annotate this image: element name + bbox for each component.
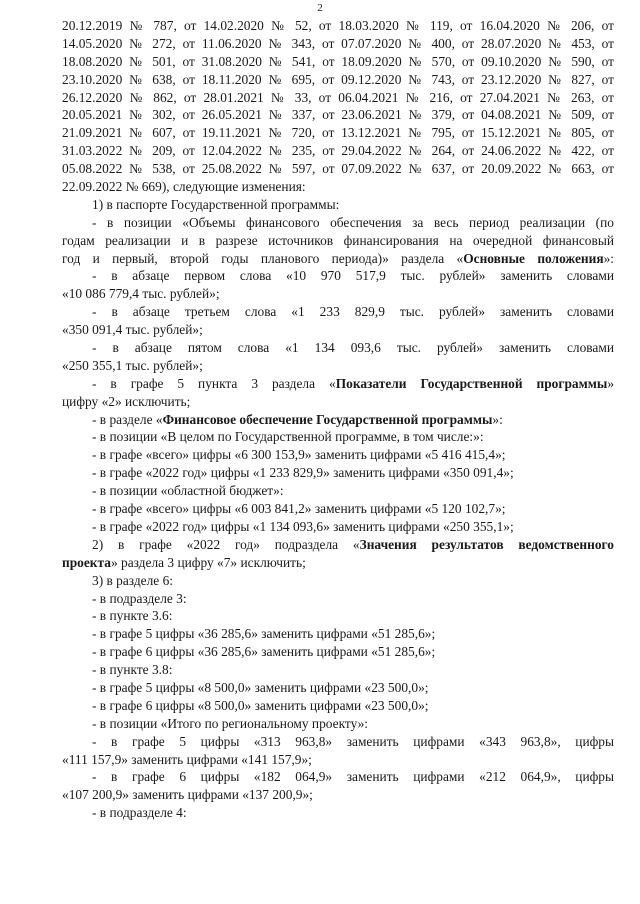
line-text: «250 355,1 тыс. рублей»;: [62, 357, 203, 373]
text-line: [62, 554, 614, 572]
line-text: - в абзаце пятом слова «1 134 093,6 тыс. рублей» заменить словами: [92, 340, 614, 356]
line-text: - в графе 6 цифры «182 064,9» заменить цифрами «212 064,9», цифры: [92, 769, 614, 785]
text-line: [62, 661, 614, 679]
line-text: 05.08.2022 № 538, от 25.08.2022 № 597, от 07.09.2022 № 637, от 20.09.2022 № 663, от: [62, 161, 614, 177]
text-line: [62, 232, 614, 250]
line-text: «350 091,4 тыс. рублей»;: [62, 322, 203, 338]
text-line: [62, 178, 614, 196]
line-text: 2) в графе «2022 год» подраздела «: [92, 536, 360, 552]
text-line: [62, 482, 614, 500]
line-text: «10 086 779,4 тыс. рублей»;: [62, 286, 220, 302]
line-text: - в графе «всего» цифры «6 003 841,2» заменить цифрами «5 120 102,7»;: [92, 501, 506, 517]
text-line: [62, 697, 614, 715]
text-line: [62, 53, 614, 71]
text-line: [62, 89, 614, 107]
line-text-tail: »: [607, 375, 614, 391]
line-text: 22.09.2022 № 669), следующие изменения:: [62, 179, 306, 195]
text-line: [62, 715, 614, 733]
line-text: - в графе 5 цифры «36 285,6» заменить цифрами «51 285,6»;: [92, 626, 436, 642]
line-text: 3) в разделе 6:: [92, 572, 174, 588]
line-text: годам реализации и в разрезе источников финансирования на очередной финансовый: [62, 232, 614, 248]
text-line: [62, 572, 614, 590]
line-text: 14.05.2020 № 272, от 11.06.2020 № 343, от 07.07.2020 № 400, от 28.07.2020 № 453, от: [62, 35, 614, 51]
text-line: [62, 751, 614, 769]
text-line: [62, 607, 614, 625]
line-text: - в позиции «В целом по Государственной программе, в том числе:»:: [92, 429, 484, 445]
line-text: - в позиции «Объемы финансового обеспечения за весь период реализации (по: [92, 214, 614, 230]
bold-section-title: проекта: [62, 554, 111, 570]
text-line: [62, 142, 614, 160]
text-line: [62, 643, 614, 661]
text-line: [62, 393, 614, 411]
text-line: [62, 518, 614, 536]
line-text: - в графе 5 цифры «8 500,0» заменить цифрами «23 500,0»;: [92, 679, 429, 695]
line-text: - в пункте 3.8:: [92, 662, 173, 678]
text-line: [62, 250, 614, 268]
line-text: - в графе 6 цифры «36 285,6» заменить цифрами «51 285,6»;: [92, 644, 436, 660]
line-text: - в позиции «областной бюджет»:: [92, 483, 284, 499]
text-line: [62, 500, 614, 518]
text-line: [62, 536, 614, 554]
text-line: [62, 786, 614, 804]
line-text: год и первый, второй годы планового периода)» раздела «: [62, 250, 464, 266]
line-text: «107 200,9» заменить цифрами «137 200,9»;: [62, 787, 313, 803]
text-line: [62, 804, 614, 822]
line-text: - в позиции «Итого по региональному проекту»:: [92, 715, 369, 731]
text-line: [62, 590, 614, 608]
line-text: - в абзаце первом слова «10 970 517,9 тыс. рублей» заменить словами: [92, 268, 614, 284]
line-text: - в абзаце третьем слова «1 233 829,9 тыс. рублей» заменить словами: [92, 304, 614, 320]
text-line: [62, 285, 614, 303]
text-line: [62, 411, 614, 429]
line-text: - в разделе «: [92, 411, 163, 427]
line-text: - в подразделе 3:: [92, 590, 187, 606]
text-line: [62, 35, 614, 53]
page-number: 2: [317, 2, 323, 14]
bold-section-title: Показатели Государственной программы: [335, 375, 608, 391]
text-line: [62, 71, 614, 89]
text-line: [62, 267, 614, 285]
line-text: 21.09.2021 № 607, от 19.11.2021 № 720, от 13.12.2021 № 795, от 15.12.2021 № 805, от: [62, 125, 614, 141]
line-text: - в графе 5 цифры «313 963,8» заменить цифрами «343 963,8», цифры: [92, 733, 614, 749]
line-text: 23.10.2020 № 638, от 18.11.2020 № 695, от 09.12.2020 № 743, от 23.12.2020 № 827, от: [62, 71, 614, 87]
line-text: - в пункте 3.6:: [92, 608, 173, 624]
bold-section-title: Основные положения: [463, 250, 604, 266]
line-text: - в графе 6 цифры «8 500,0» заменить цифрами «23 500,0»;: [92, 697, 429, 713]
line-text: - в графе «2022 год» цифры «1 134 093,6» заменить цифрами «250 355,1»;: [92, 518, 514, 534]
line-text: цифру «2» исключить;: [62, 393, 191, 409]
line-text: 26.12.2020 № 862, от 28.01.2021 № 33, от 06.04.2021 № 216, от 27.04.2021 № 263, от: [62, 89, 614, 105]
text-line: [62, 733, 614, 751]
text-line: [62, 446, 614, 464]
text-line: [62, 428, 614, 446]
text-line: [62, 17, 614, 35]
line-text: - в графе «2022 год» цифры «1 233 829,9» заменить цифрами «350 091,4»;: [92, 465, 514, 481]
line-text: 18.08.2020 № 501, от 31.08.2020 № 541, от 18.09.2020 № 570, от 09.10.2020 № 590, от: [62, 53, 614, 69]
line-text: 20.12.2019 № 787, от 14.02.2020 № 52, от 18.03.2020 № 119, от 16.04.2020 № 206, от: [62, 18, 614, 33]
line-text-tail: » раздела 3 цифру «7» исключить;: [110, 554, 306, 570]
text-line: [62, 375, 614, 393]
bold-section-title: Финансовое обеспечение Государственной программы: [162, 411, 493, 427]
text-line: [62, 464, 614, 482]
line-text: - в графе «всего» цифры «6 300 153,9» заменить цифрами «5 416 415,4»;: [92, 447, 506, 463]
line-text-tail: »:: [603, 250, 614, 266]
bold-section-title: Значения результатов ведомственного: [359, 536, 614, 552]
text-line: [62, 625, 614, 643]
text-line: [62, 768, 614, 786]
text-line: [62, 321, 614, 339]
text-line: [62, 679, 614, 697]
text-line: [62, 124, 614, 142]
line-text: «111 157,9» заменить цифрами «141 157,9»;: [62, 751, 312, 767]
text-line: [62, 357, 614, 375]
line-text: 20.05.2021 № 302, от 26.05.2021 № 337, от 23.06.2021 № 379, от 04.08.2021 № 509, от: [62, 107, 614, 123]
line-text-tail: »:: [492, 411, 503, 427]
text-line: [62, 303, 614, 321]
text-line: [62, 196, 614, 214]
text-line: [62, 214, 614, 232]
line-text: 31.03.2022 № 209, от 12.04.2022 № 235, от 29.04.2022 № 264, от 24.06.2022 № 422, от: [62, 143, 614, 159]
line-text: 1) в паспорте Государственной программы:: [92, 196, 340, 212]
text-line: [62, 160, 614, 178]
document-body: [62, 17, 614, 822]
line-text: - в графе 5 пункта 3 раздела «: [92, 375, 336, 391]
text-line: [62, 339, 614, 357]
line-text: - в подразделе 4:: [92, 805, 187, 821]
text-line: [62, 106, 614, 124]
